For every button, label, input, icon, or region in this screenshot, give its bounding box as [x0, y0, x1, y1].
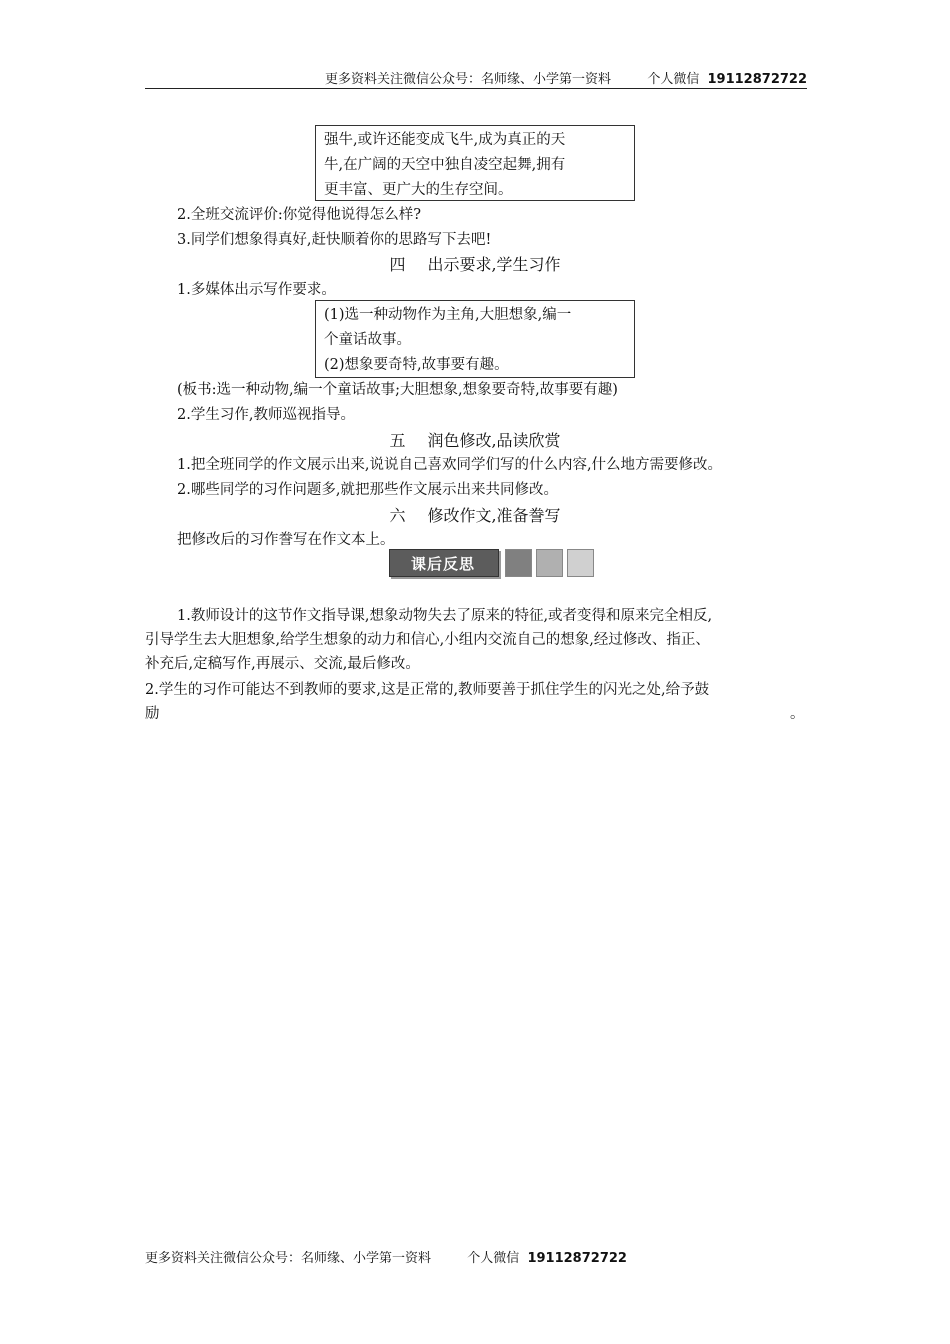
footer-wechat-label: 个人微信 — [467, 1251, 520, 1266]
requirement-line: (1)选一种动物作为主角,大胆想象,编一 — [324, 307, 572, 323]
badge-label: 课后反思 — [410, 555, 475, 573]
header-wechat-label: 个人微信 — [647, 72, 700, 87]
badge-square — [536, 549, 563, 577]
quote-box — [315, 125, 635, 201]
heading-number: 六 — [389, 506, 406, 525]
heading-title: 润色修改,品读欣赏 — [427, 431, 561, 450]
badge-box — [389, 549, 499, 577]
reflection-line-last — [145, 702, 815, 726]
requirement-line: 个童话故事。 — [324, 332, 411, 348]
step-item: 2.学生习作,教师巡视指导。 — [177, 407, 355, 423]
step-item: 3.同学们想象得真好,赶快顺着你的思路写下去吧! — [177, 232, 492, 248]
footer-wechat-number: 19112872722 — [527, 1251, 627, 1266]
step-item: 1.把全班同学的作文展示出来,说说自己喜欢同学们写的什么内容,什么地方需要修改。 — [177, 457, 723, 473]
quote-line: 强牛,或许还能变成飞牛,成为真正的天 — [324, 132, 566, 148]
header-source: 更多资料关注微信公众号：名师缘、小学第一资料 — [325, 72, 612, 87]
badge-square — [567, 549, 594, 577]
reflection-line: 引导学生去大胆想象,给学生想象的动力和信心,小组内交流自己的想象,经过修改、指正、 — [145, 632, 710, 648]
section-heading-4 — [0, 254, 950, 276]
step-item: 把修改后的习作誊写在作文本上。 — [177, 532, 395, 548]
step-item: 2.哪些同学的习作问题多,就把那些作文展示出来共同修改。 — [177, 482, 558, 498]
step-item: 2.全班交流评价:你觉得他说得怎么样? — [177, 207, 421, 223]
quote-line: 更丰富、更广大的生存空间。 — [324, 182, 513, 198]
page-header — [145, 66, 807, 89]
header-text — [325, 68, 807, 87]
board-note: (板书:选一种动物,编一个童话故事;大胆想象,想象要奇特,故事要有趣) — [177, 382, 618, 398]
requirement-box — [315, 300, 635, 378]
reflection-line: 励 — [145, 706, 160, 722]
requirement-line: (2)想象要奇特,故事要有趣。 — [324, 357, 509, 373]
reflection-line: 2.学生的习作可能达不到教师的要求,这是正常的,教师要善于抓住学生的闪光之处,给予鼓 — [145, 682, 710, 698]
quote-line: 牛,在广阔的天空中独自凌空起舞,拥有 — [324, 157, 566, 173]
header-wechat-number: 19112872722 — [707, 72, 807, 87]
reflection-badge — [389, 549, 601, 579]
reflection-paragraph-2 — [145, 678, 815, 726]
step-item: 1.多媒体出示写作要求。 — [177, 282, 336, 298]
reflection-paragraph-1 — [145, 604, 815, 676]
section-heading-6 — [0, 505, 950, 527]
badge-square — [505, 549, 532, 577]
reflection-line: 1.教师设计的这节作文指导课,想象动物失去了原来的特征,或者变得和原来完全相反, — [177, 608, 713, 624]
heading-number: 四 — [389, 255, 406, 274]
heading-title: 修改作文,准备誊写 — [427, 506, 561, 525]
reflection-line: 补充后,定稿写作,再展示、交流,最后修改。 — [145, 656, 420, 672]
heading-title: 出示要求,学生习作 — [427, 255, 561, 274]
reflection-end-mark: 。 — [790, 706, 805, 722]
heading-number: 五 — [389, 431, 406, 450]
footer-source: 更多资料关注微信公众号：名师缘、小学第一资料 — [145, 1251, 432, 1266]
section-heading-5 — [0, 430, 950, 452]
page-footer — [145, 1247, 627, 1266]
